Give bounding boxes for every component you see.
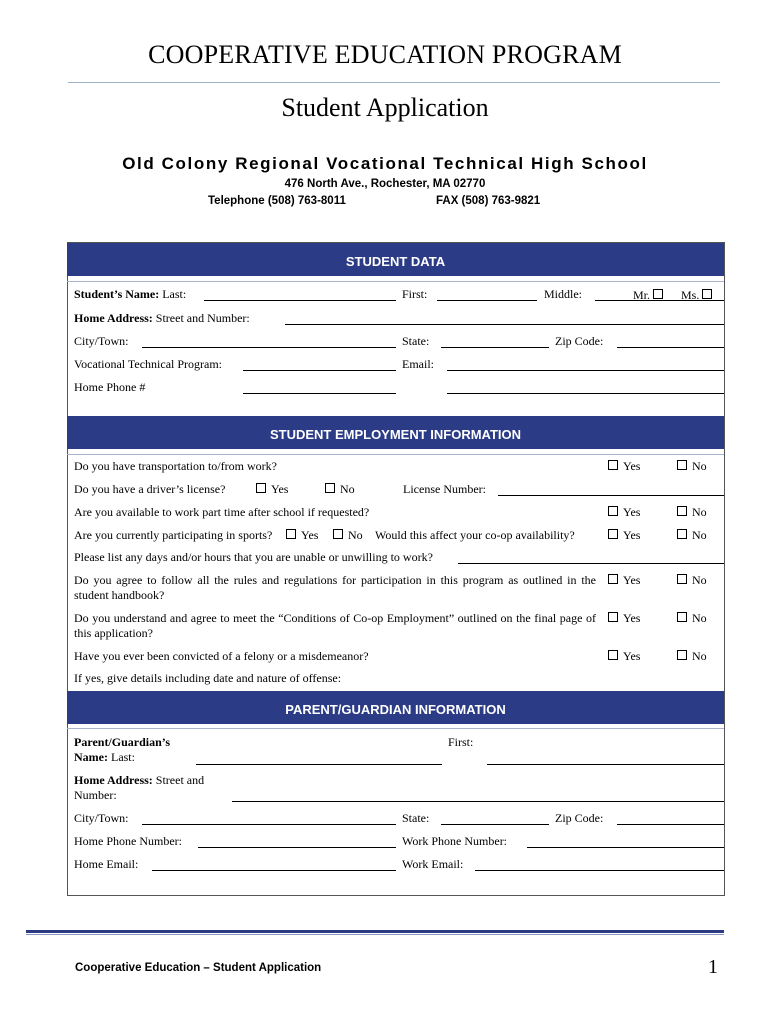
- header-divider: [68, 82, 720, 83]
- student-name-label: Student’s Name: Last:: [74, 287, 187, 301]
- rules-no-option[interactable]: No: [677, 573, 707, 588]
- ms-checkbox[interactable]: Ms.: [681, 288, 712, 303]
- checkbox-icon: [608, 506, 618, 516]
- felony-no-option[interactable]: No: [677, 649, 707, 664]
- student-city-field[interactable]: [142, 347, 396, 348]
- license-number-label: License Number:: [403, 482, 486, 496]
- checkbox-icon: [702, 289, 712, 299]
- student-middle-label: Middle:: [544, 287, 582, 301]
- q-felony: Have you ever been convicted of a felony or a misdemeanor?: [74, 649, 369, 663]
- checkbox-icon: [608, 460, 618, 470]
- section-parent-header: PARENT/GUARDIAN INFORMATION: [67, 691, 724, 724]
- student-email-label: Email:: [402, 357, 434, 371]
- transportation-yes-option[interactable]: Yes: [608, 459, 640, 474]
- parent-address-field[interactable]: [232, 801, 724, 802]
- student-state-label: State:: [402, 334, 430, 348]
- checkbox-icon: [608, 612, 618, 622]
- student-email-field[interactable]: [447, 370, 724, 371]
- q-sports: Are you currently participating in sports?: [74, 528, 273, 542]
- q-offense-details: If yes, give details including date and nature of offense:: [74, 671, 342, 685]
- student-home-address-label: Home Address: Street and Number:: [74, 311, 250, 325]
- student-zip-field[interactable]: [617, 347, 724, 348]
- school-name: Old Colony Regional Vocational Technical High School: [122, 154, 648, 173]
- section-employment-header: STUDENT EMPLOYMENT INFORMATION: [67, 416, 724, 449]
- q-unavailable-days: Please list any days and/or hours that you are unable or unwilling to work?: [74, 550, 433, 564]
- parent-home-email-field[interactable]: [152, 870, 396, 871]
- q-part-time: Are you available to work part time after school if requested?: [74, 505, 370, 519]
- license-no-option[interactable]: No: [325, 482, 355, 497]
- q-conditions: Do you understand and agree to meet the “Conditions of Co-op Employment” outlined on the final page of this application?: [74, 611, 596, 640]
- parent-state-label: State:: [402, 811, 430, 825]
- school-address: 476 North Ave., Rochester, MA 02770: [284, 178, 486, 190]
- parent-city-field[interactable]: [142, 824, 396, 825]
- parent-state-field[interactable]: [441, 824, 549, 825]
- page-subtitle: Student Application: [281, 93, 489, 122]
- checkbox-icon: [256, 483, 266, 493]
- student-address-field[interactable]: [285, 324, 724, 325]
- student-state-field[interactable]: [441, 347, 549, 348]
- q-rules: Do you agree to follow all the rules and regulations for participation in this program as outlined in the student handbook?: [74, 573, 596, 602]
- checkbox-icon: [677, 460, 687, 470]
- vocational-program-field[interactable]: [243, 370, 396, 371]
- part-time-yes-option[interactable]: Yes: [608, 505, 640, 520]
- conditions-yes-option[interactable]: Yes: [608, 611, 640, 626]
- license-yes-option[interactable]: Yes: [256, 482, 288, 497]
- checkbox-icon: [677, 612, 687, 622]
- student-home-phone-label: Home Phone #: [74, 380, 146, 394]
- checkbox-icon: [608, 529, 618, 539]
- parent-work-email-field[interactable]: [475, 870, 724, 871]
- license-number-field[interactable]: [498, 495, 724, 496]
- sports-no-option[interactable]: No: [333, 528, 363, 543]
- school-telephone: Telephone (508) 763-8011: [208, 195, 346, 207]
- school-fax: FAX (508) 763-9821: [436, 195, 541, 207]
- felony-yes-option[interactable]: Yes: [608, 649, 640, 664]
- parent-zip-label: Zip Code:: [555, 811, 604, 825]
- vocational-program-label: Vocational Technical Program:: [74, 357, 223, 371]
- sports-affect-yes-option[interactable]: Yes: [608, 528, 640, 543]
- student-first-name-field[interactable]: [437, 300, 537, 301]
- student-last-name-field[interactable]: [204, 300, 396, 301]
- sports-affect-no-option[interactable]: No: [677, 528, 707, 543]
- conditions-no-option[interactable]: No: [677, 611, 707, 626]
- checkbox-icon: [677, 650, 687, 660]
- section-divider: [67, 728, 724, 729]
- checkbox-icon: [325, 483, 335, 493]
- student-first-label: First:: [402, 287, 428, 301]
- rules-yes-option[interactable]: Yes: [608, 573, 640, 588]
- checkbox-icon: [333, 529, 343, 539]
- footer-divider-thin: [26, 934, 724, 935]
- section-student-data-header: STUDENT DATA: [67, 243, 724, 276]
- parent-first-label: First:: [448, 735, 474, 749]
- footer-text: Cooperative Education – Student Application: [75, 962, 322, 974]
- checkbox-icon: [286, 529, 296, 539]
- checkbox-icon: [653, 289, 663, 299]
- section-divider: [67, 454, 724, 455]
- parent-work-phone-label: Work Phone Number:: [402, 834, 508, 848]
- page-number: 1: [708, 956, 718, 978]
- parent-home-address-label: Home Address: Street and Number:: [74, 773, 205, 802]
- transportation-no-option[interactable]: No: [677, 459, 707, 474]
- q-transportation: Do you have transportation to/from work?: [74, 459, 277, 473]
- q-drivers-license: Do you have a driver’s license?: [74, 482, 226, 496]
- sports-yes-option[interactable]: Yes: [286, 528, 318, 543]
- part-time-no-option[interactable]: No: [677, 505, 707, 520]
- parent-home-phone-field[interactable]: [198, 847, 396, 848]
- student-city-label: City/Town:: [74, 334, 129, 348]
- mr-checkbox[interactable]: Mr.: [633, 288, 663, 303]
- student-home-phone-field-extra[interactable]: [447, 393, 724, 394]
- footer-divider: [26, 930, 724, 933]
- page-title: COOPERATIVE EDUCATION PROGRAM: [148, 40, 622, 69]
- parent-work-email-label: Work Email:: [402, 857, 464, 871]
- checkbox-icon: [677, 506, 687, 516]
- student-home-phone-field[interactable]: [243, 393, 396, 394]
- parent-home-phone-label: Home Phone Number:: [74, 834, 182, 848]
- parent-home-email-label: Home Email:: [74, 857, 139, 871]
- q-sports-affect: Would this affect your co-op availability?: [375, 528, 575, 542]
- student-zip-label: Zip Code:: [555, 334, 604, 348]
- checkbox-icon: [677, 529, 687, 539]
- parent-zip-field[interactable]: [617, 824, 724, 825]
- checkbox-icon: [677, 574, 687, 584]
- section-divider: [67, 281, 724, 282]
- checkbox-icon: [608, 574, 618, 584]
- checkbox-icon: [608, 650, 618, 660]
- parent-first-name-field[interactable]: [487, 764, 724, 765]
- parent-last-name-field[interactable]: [196, 764, 442, 765]
- parent-name-label: Parent/Guardian’s Name: Last:: [74, 735, 171, 764]
- parent-work-phone-field[interactable]: [527, 847, 724, 848]
- unavailable-days-field[interactable]: [458, 563, 724, 564]
- parent-city-label: City/Town:: [74, 811, 129, 825]
